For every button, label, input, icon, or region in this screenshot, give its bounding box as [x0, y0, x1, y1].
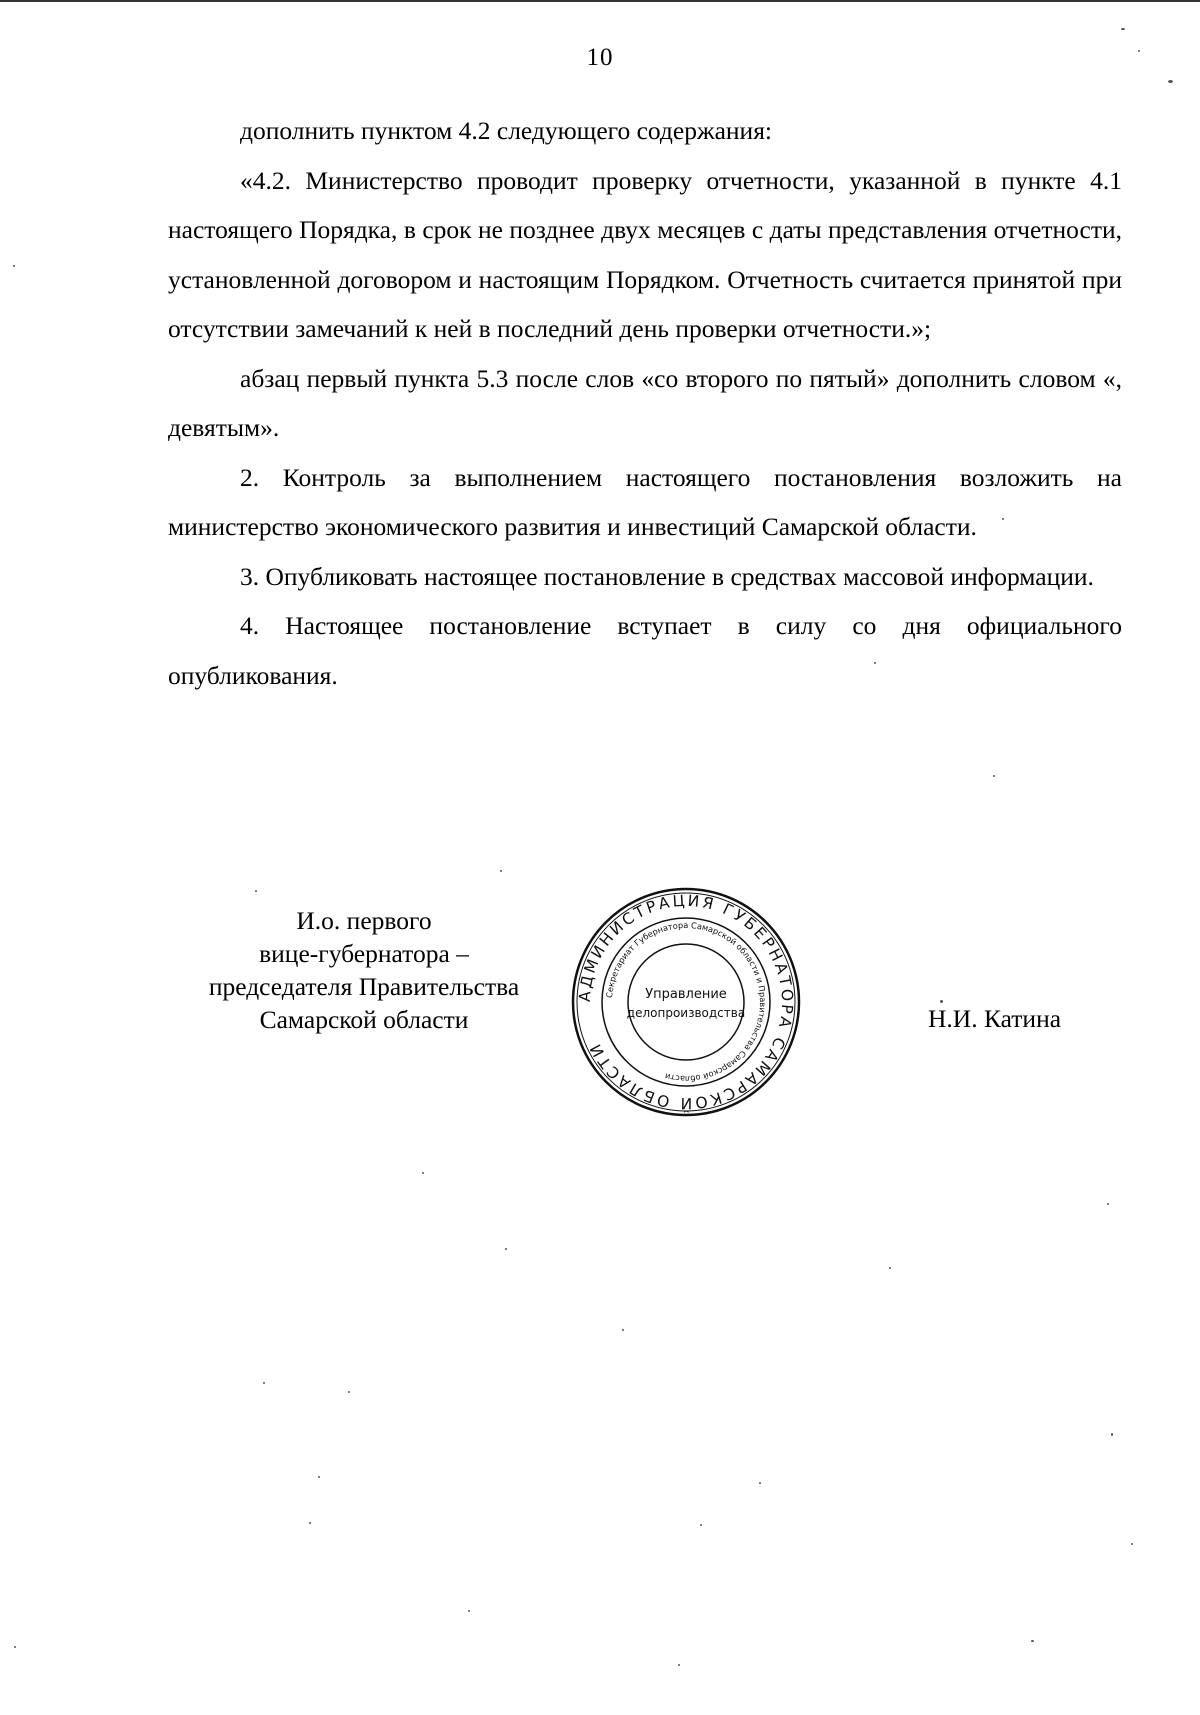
scan-speck	[1107, 1203, 1109, 1205]
scan-speck	[700, 1524, 702, 1526]
signatory-title-line: И.о. первого	[296, 906, 432, 935]
scan-speck	[14, 1646, 16, 1648]
scan-speck	[678, 1664, 680, 1666]
stamp-inner-text: Секретариат Губернатора Самарской области и Правительства Самарской области	[604, 919, 769, 1085]
scan-speck	[468, 1610, 470, 1612]
scan-speck	[1138, 50, 1140, 52]
page-top-edge	[0, 0, 1200, 2]
scan-speck	[263, 1382, 265, 1384]
scan-speck	[348, 1391, 350, 1393]
scan-speck	[255, 890, 257, 892]
scan-speck	[1002, 518, 1004, 520]
scan-speck	[1168, 80, 1173, 83]
scan-speck	[622, 1329, 624, 1331]
document-body	[168, 106, 1122, 700]
scan-speck	[1131, 1543, 1133, 1545]
scan-speck	[874, 662, 876, 664]
scan-speck	[13, 265, 15, 267]
official-stamp	[570, 886, 802, 1118]
stamp-middle-ring	[602, 918, 770, 1086]
stamp-center-line-1: Управление	[645, 987, 727, 1002]
scan-speck	[500, 870, 502, 872]
scan-speck	[318, 1476, 320, 1478]
signatory-title-line: вице-губернатора –	[259, 939, 469, 968]
page-number: 10	[586, 44, 614, 71]
scan-speck	[422, 1172, 424, 1174]
scan-speck	[993, 775, 995, 777]
signatory-name: Н.И. Катина	[928, 1004, 1062, 1033]
paragraph: «4.2. Министерство проводит проверку отчетности, указанной в пункте 4.1 настоящего Порядка, в срок не позднее двух месяцев с даты представления отчетности, установленной договором и настоящим Порядком. Отчетность считается принятой при отсутствии замечаний к ней в последний день проверки отчетности.»;	[168, 165, 1122, 343]
stamp-inner-ring	[628, 944, 744, 1060]
stamp-outer-text: АДМИНИСТРАЦИЯ ГУБЕРНАТОРА САМАРСКОЙ ОБЛАСТИ	[575, 891, 797, 1113]
paragraph: дополнить пунктом 4.2 следующего содержания:	[240, 116, 773, 145]
signatory-title	[168, 904, 560, 1036]
scan-speck	[940, 1000, 943, 1003]
paragraph: абзац первый пункта 5.3 после слов «со второго по пятый» дополнить словом «, девятым».	[168, 363, 1122, 442]
scan-speck	[759, 1482, 761, 1484]
paragraph: 4. Настоящее постановление вступает в силу со дня официального опубликования.	[168, 611, 1122, 690]
scan-speck	[1111, 1433, 1113, 1436]
stamp-center-line-2: делопроизводства	[626, 1006, 746, 1020]
paragraph: 2. Контроль за выполнением настоящего постановления возложить на министерство экономического развития и инвестиций Самарской области.	[168, 462, 1122, 541]
signatory-title-line: председателя Правительства	[208, 972, 520, 1001]
scan-speck	[505, 1248, 507, 1250]
scan-speck	[1031, 1640, 1034, 1642]
paragraph: 3. Опубликовать настоящее постановление в средствах массовой информации.	[240, 561, 1094, 591]
scan-speck	[309, 1522, 311, 1524]
scan-speck	[1121, 28, 1125, 30]
scan-speck	[889, 1267, 891, 1269]
signatory-title-line: Самарской области	[259, 1005, 469, 1034]
